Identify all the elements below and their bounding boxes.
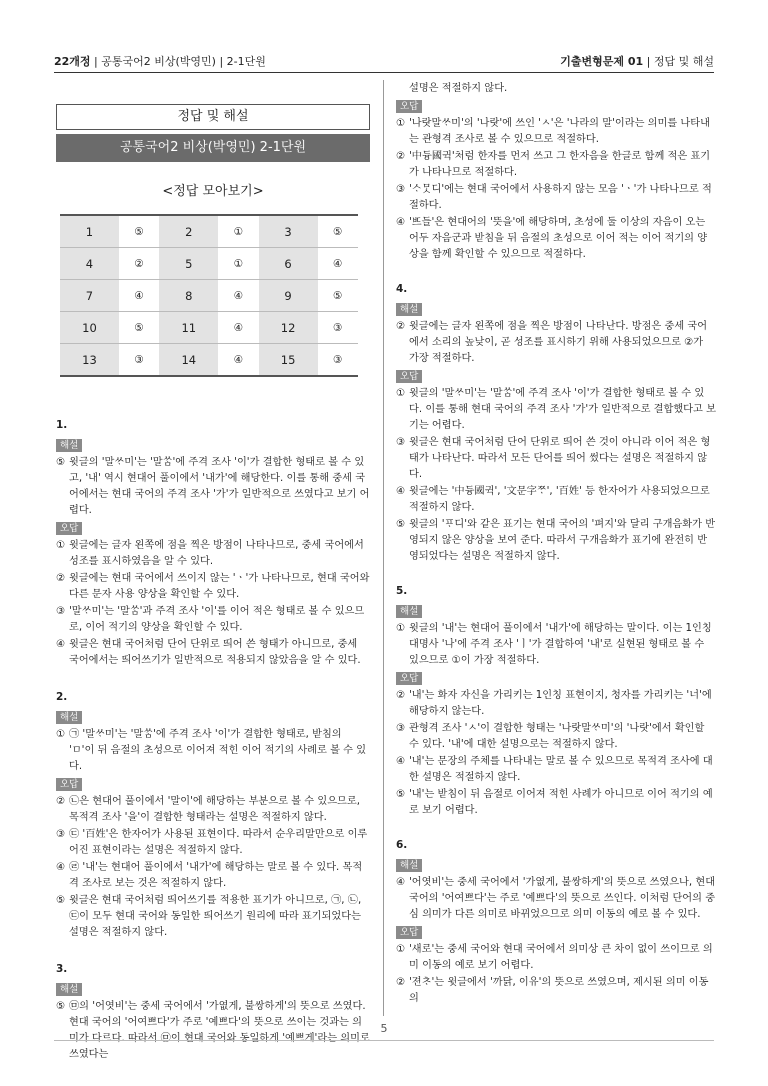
item-text: '내'는 문장의 주체를 나타내는 말로 볼 수 있으므로 목적격 조사에 대한 설명은 적절하지 않다.: [409, 756, 713, 783]
answer-choice: ④: [218, 344, 258, 377]
question-3-explain-continued: 설명은 적절하지 않다.: [409, 83, 508, 94]
solution-item: [396, 688, 716, 720]
answer-question-number: 4: [60, 248, 119, 280]
footer-divider: [54, 1040, 714, 1041]
answer-choice: ③: [318, 344, 358, 377]
answer-question-number: 8: [159, 280, 218, 312]
item-marker: ①: [56, 729, 66, 740]
item-marker: ③: [396, 723, 406, 734]
item-marker: ④: [56, 639, 66, 650]
wrong-tag: 오답: [396, 370, 422, 383]
solution-item: [396, 621, 716, 669]
question-4-solution: [396, 281, 716, 565]
header-edition: 22개정: [54, 55, 91, 68]
page-title: 정답 및 해설: [56, 104, 370, 130]
question-1-solution: [56, 417, 370, 669]
answer-row: [60, 312, 358, 344]
answer-question-number: 11: [159, 312, 218, 344]
answer-choice: ④: [119, 280, 159, 312]
item-marker: ①: [396, 388, 406, 399]
page-number: 5: [380, 1022, 388, 1035]
item-text: '나랏말ᄊᆞ미'의 '나랏'에 쓰인 'ㅅ'은 '나라의 말'이라는 의미를 나타내는 관형격 조사로 볼 수 있으므로 적절하다.: [409, 118, 710, 145]
question-number: 3.: [56, 963, 68, 975]
right-column: [396, 80, 716, 1008]
explain-tag: 해설: [396, 859, 422, 872]
column-divider: [383, 80, 384, 1016]
solution-item: [56, 827, 370, 859]
wrong-tag: 오답: [56, 522, 82, 535]
item-marker: ②: [396, 690, 406, 701]
solution-item: [396, 787, 716, 819]
header-doc-type: | 정답 및 해설: [643, 55, 714, 68]
question-3-wrong-answers: [396, 98, 716, 263]
item-text: 윗글의 '말ᄊᆞ미'는 '말ᄊᆞᆷ'에 주격 조사 '이'가 결합한 형태로 볼 수 있다. 이를 통해 현대 국어의 주격 조사 '가'가 일반적으로 결합했다고 보기는 어렵다.: [409, 388, 716, 431]
item-text: 윗글에는 '中듕國귁', '文문字ᄍᆞ', '百姓' 등 한자어가 사용되었으므로 적절하지 않다.: [409, 486, 710, 513]
item-text: 'ᄠᅳ들'은 현대어의 '뜻을'에 해당하며, 초성에 둘 이상의 자음이 오는 어두 자음군과 받침을 뒤 음절의 초성으로 이어 적는 이어 적기의 양상을 함께 확인할 수 있으므로 적절하다.: [409, 217, 708, 260]
explain-tag: 해설: [56, 439, 82, 452]
question-3-solution: [56, 961, 370, 1063]
item-marker: ②: [396, 977, 406, 988]
item-marker: ④: [396, 756, 406, 767]
solution-item: [396, 517, 716, 565]
solution-item: [56, 860, 370, 892]
solution-item: [396, 942, 716, 974]
item-text: ㉡은 현대어 풀이에서 '말이'에 해당하는 부분으로 볼 수 있으므로, 목적격 조사 '을'이 결합한 형태라는 설명은 적절하지 않다.: [69, 796, 360, 823]
answer-row: [60, 344, 358, 377]
answer-question-number: 10: [60, 312, 119, 344]
answer-question-number: 14: [159, 344, 218, 377]
item-marker: ⑤: [56, 1001, 66, 1012]
answer-choice: ①: [218, 215, 258, 248]
solution-item: [396, 319, 716, 367]
solution-item: [396, 386, 716, 434]
explain-tag: 해설: [396, 605, 422, 618]
answer-question-number: 2: [159, 215, 218, 248]
item-marker: ②: [56, 573, 66, 584]
solution-item: [396, 215, 716, 263]
wrong-tag: 오답: [396, 100, 422, 113]
question-number: 5.: [396, 585, 408, 597]
explain-tag: 해설: [396, 303, 422, 316]
item-text: '내'는 받침이 뒤 음절로 이어져 적힌 사례가 아니므로 이어 적기의 예로 보기 어렵다.: [409, 789, 713, 816]
left-column: [56, 80, 370, 1064]
question-number: 2.: [56, 691, 68, 703]
solution-item: [396, 116, 716, 148]
solution-item: [56, 637, 370, 669]
item-text: 관형격 조사 'ㅅ'이 결합한 형태는 '나랏말ᄊᆞ미'의 '나랏'에서 확인할 수 있다. '내'에 대한 설명으로는 적절하지 않다.: [409, 723, 705, 750]
item-marker: ⑤: [56, 457, 66, 468]
answer-row: [60, 248, 358, 280]
answer-question-number: 5: [159, 248, 218, 280]
explain-tag: 해설: [56, 983, 82, 996]
item-text: ㉣ '내'는 현대어 풀이에서 '내가'에 해당하는 말로 볼 수 있다. 목적격 조사로 보는 것은 적절하지 않다.: [69, 862, 363, 889]
item-marker: ④: [396, 877, 406, 888]
item-marker: ①: [56, 540, 66, 551]
solution-item: [396, 721, 716, 753]
answer-choice: ⑤: [318, 280, 358, 312]
solution-item: [56, 794, 370, 826]
answer-summary-title: <정답 모아보기>: [162, 184, 264, 199]
item-text: 윗글에는 현대 국어에서 쓰이지 않는 'ㆍ'가 나타나므로, 현대 국어와 다른 문자 사용 양상을 확인할 수 있다.: [69, 573, 370, 600]
header-course: | 공통국어2 비상(박영민) | 2-1단원: [90, 55, 266, 68]
question-6-solution: [396, 837, 716, 1007]
solution-item: [396, 435, 716, 483]
answer-choice: ③: [318, 312, 358, 344]
header-divider: [54, 72, 714, 73]
question-number: 6.: [396, 839, 408, 851]
item-text: '새로'는 중세 국어와 현대 국어에서 의미상 큰 차이 없이 쓰이므로 의미 이동의 예로 보기 어렵다.: [409, 944, 713, 971]
solution-item: [56, 455, 370, 519]
answer-row: [60, 215, 358, 248]
item-marker: ④: [396, 486, 406, 497]
answer-question-number: 13: [60, 344, 119, 377]
question-number: 1.: [56, 419, 68, 431]
answer-question-number: 1: [60, 215, 119, 248]
solution-item: [56, 571, 370, 603]
header-left: [54, 53, 266, 69]
item-text: '젼ᄎᆞ'는 윗글에서 '까닭, 이유'의 뜻으로 쓰였으며, 제시된 의미 이동의: [409, 977, 709, 1004]
item-text: ㉠ '말ᄊᆞ미'는 '말ᄊᆞᆷ'에 주격 조사 '이'가 결합한 형태로, 받침의 'ㅁ'이 뒤 음절의 초성으로 이어져 적힌 이어 적기의 사례로 볼 수 있다.: [69, 729, 367, 772]
item-text: ㉢ '百姓'은 한자어가 사용된 표현이다. 따라서 순우리말만으로 이루어진 표현이라는 설명은 적절하지 않다.: [69, 829, 368, 856]
solution-item: [396, 182, 716, 214]
item-text: 윗글은 현대 국어처럼 단어 단위로 띄어 쓴 것이 아니라 이어 적은 형태가 나타난다. 따라서 모든 단어를 띄어 썼다는 설명은 적절하지 않다.: [409, 437, 711, 480]
question-5-solution: [396, 583, 716, 819]
answer-choice: ④: [218, 280, 258, 312]
item-marker: ③: [396, 184, 406, 195]
item-marker: ④: [396, 217, 406, 228]
answer-question-number: 3: [259, 215, 318, 248]
item-marker: ②: [396, 321, 406, 332]
wrong-tag: 오답: [56, 778, 82, 791]
answer-question-number: 15: [259, 344, 318, 377]
answer-choice: ⑤: [318, 215, 358, 248]
answer-choice: ⑤: [119, 215, 159, 248]
wrong-tag: 오답: [396, 672, 422, 685]
item-text: 윗글에는 글자 왼쪽에 점을 찍은 방점이 나타난다. 방점은 중세 국어에서 소리의 높낮이, 곧 성조를 표시하기 위해 사용되었으므로 ②가 가장 적절하다.: [409, 321, 708, 364]
wrong-tag: 오답: [396, 926, 422, 939]
item-text: '어엿비'는 중세 국어에서 '가엾게, 불쌍하게'의 뜻으로 쓰였으나, 현대 국어의 '어여쁘다'는 주로 '예쁘다'의 뜻으로 쓰인다. 이처럼 단어의 중심 의미가 다른 의미로 바뀌었으므로 의미 이동의 예로 볼 수 있다.: [409, 877, 716, 920]
answer-choice: ⑤: [119, 312, 159, 344]
item-marker: ①: [396, 118, 406, 129]
solution-item: [396, 484, 716, 516]
explain-tag: 해설: [56, 711, 82, 724]
item-text: 'ᄉᆞᄆᆞᆺ디'에는 현대 국어에서 사용하지 않는 모음 'ㆍ'가 나타나므로 적절하다.: [409, 184, 712, 211]
page-header: [54, 52, 714, 70]
answer-choice: ④: [218, 312, 258, 344]
item-text: 윗글은 현대 국어처럼 단어 단위로 띄어 쓴 형태가 아니므로, 중세 국어에서는 띄어쓰기가 일반적으로 적용되지 않았음을 알 수 있다.: [69, 639, 361, 666]
item-marker: ②: [396, 151, 406, 162]
item-marker: ③: [396, 437, 406, 448]
answer-choice: ①: [218, 248, 258, 280]
item-marker: ③: [56, 829, 66, 840]
question-number: 4.: [396, 283, 408, 295]
item-text: ㉤의 '어엿비'는 중세 국어에서 '가엾게, 불쌍하게'의 뜻으로 쓰였다. 현대 국어의 '어여쁘다'가 주로 '예쁘다'의 뜻으로 쓰이는 것과는 의미가 다르다. 따라서 ㉤이 현대 국어와 동일하게 '예쁘게'라는 의미로 쓰였다는: [69, 1001, 370, 1060]
solution-item: [396, 875, 716, 923]
item-marker: ①: [396, 623, 406, 634]
answer-question-number: 12: [259, 312, 318, 344]
header-right: [560, 53, 714, 69]
item-marker: ③: [56, 606, 66, 617]
answer-row: [60, 280, 358, 312]
item-text: 윗글의 'ᄑᆞ디'와 같은 표기는 현대 국어의 '펴지'와 달리 구개음화가 반영되지 않은 양상을 보여 준다. 따라서 구개음화가 표기에 완전히 반영되었다는 설명은 적절하지 않다.: [409, 519, 716, 562]
item-marker: ⑤: [396, 789, 406, 800]
answer-question-number: 7: [60, 280, 119, 312]
solution-item: [56, 604, 370, 636]
answer-question-number: 6: [259, 248, 318, 280]
answer-question-number: 9: [259, 280, 318, 312]
item-text: 윗글의 '말ᄊᆞ미'는 '말ᄊᆞᆷ'에 주격 조사 '이'가 결합한 형태로 볼 수 있고, '내' 역시 현대어 풀이에서 '내가'에 해당한다. 이를 통해 중세 국어에서는 현대 국어의 주격 조사 '가'가 일반적으로 쓰였다고 보기 어렵다.: [69, 457, 370, 516]
solution-item: [396, 975, 716, 1007]
item-marker: ⑤: [56, 895, 66, 906]
item-text: 윗글에는 글자 왼쪽에 점을 찍은 방점이 나타나므로, 중세 국어에서 성조를 표시하였음을 알 수 있다.: [69, 540, 364, 567]
item-text: '말ᄊᆞ미'는 '말ᄊᆞᆷ'과 주격 조사 '이'를 이어 적은 형태로 볼 수 있으므로, 이어 적기의 양상을 확인할 수 있다.: [69, 606, 365, 633]
item-marker: ②: [56, 796, 66, 807]
solution-item: [396, 754, 716, 786]
solution-item: [396, 149, 716, 181]
header-doc-title: 기출변형문제 01: [560, 55, 644, 68]
question-2-solution: [56, 689, 370, 941]
solution-item: [56, 727, 370, 775]
item-marker: ①: [396, 944, 406, 955]
item-marker: ④: [56, 862, 66, 873]
item-text: 윗글의 '내'는 현대어 풀이에서 '내가'에 해당하는 말이다. 이는 1인칭 대명사 '나'에 주격 조사 'ㅣ'가 결합하여 '내'로 실현된 형태로 볼 수 있으므로 ①이 가장 적절하다.: [409, 623, 712, 666]
page-subtitle: 공통국어2 비상(박영민) 2-1단원: [56, 134, 370, 162]
item-marker: ⑤: [396, 519, 406, 530]
answer-choice: ④: [318, 248, 358, 280]
answer-choice: ②: [119, 248, 159, 280]
item-text: '中듕國귁'처럼 한자를 먼저 쓰고 그 한자음을 한글로 함께 적은 표기가 나타나므로 적절하다.: [409, 151, 711, 178]
answer-table: [60, 214, 358, 377]
item-text: 윗글은 현대 국어처럼 띄어쓰기를 적용한 표기가 아니므로, ㉠, ㉡, ㉢이 모두 현대 국어와 동일한 띄어쓰기 원리에 따라 표기되었다는 설명은 적절하지 않다.: [69, 895, 362, 938]
solution-item: [56, 893, 370, 941]
solution-item: [56, 538, 370, 570]
answer-choice: ③: [119, 344, 159, 377]
item-text: '내'는 화자 자신을 가리키는 1인칭 표현이지, 청자를 가리키는 '너'에 해당하지 않는다.: [409, 690, 712, 717]
